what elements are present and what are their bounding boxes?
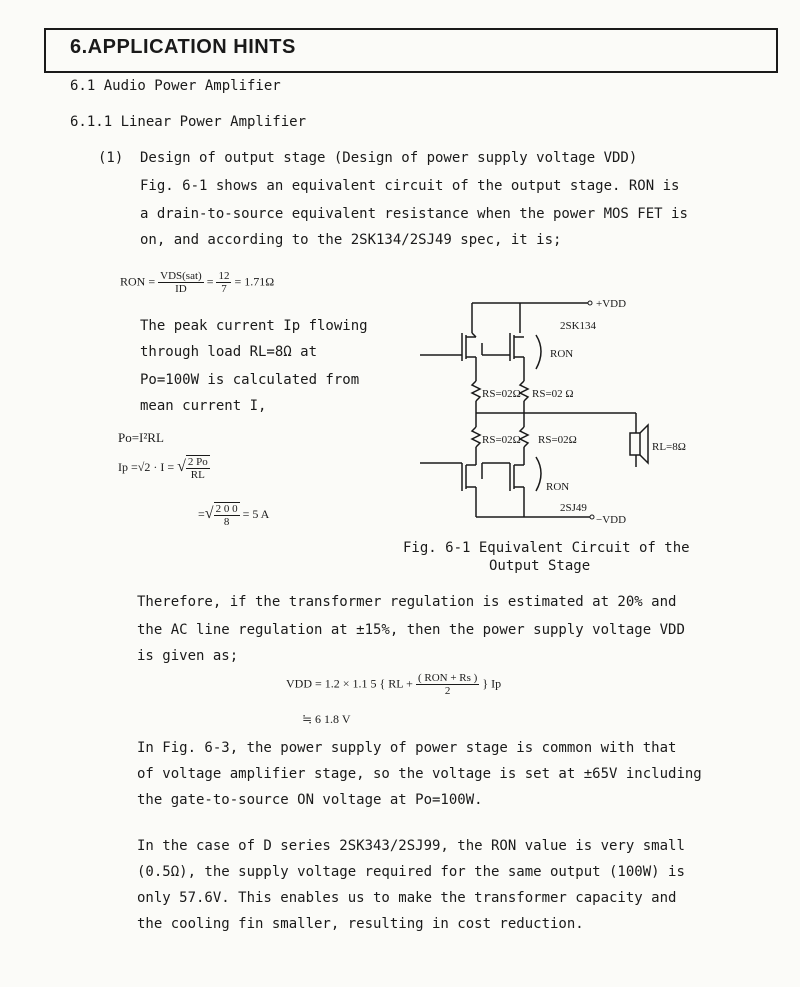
- ron-equation: RON = $\frac{\text{VDS(sat)}}{ID}$ = $\frac{12}{7}$ = 1.71Ω: [120, 270, 275, 295]
- vss-label: −VDD: [596, 514, 627, 526]
- power-eq-line-2: Ip =√2 · I = √ $\frac{2 Po}{RL}$: [118, 456, 208, 481]
- vdd-eq-tail: } Ip: [482, 676, 502, 691]
- para2-line-2: the AC line regulation at ±15%, then the power supply voltage VDD: [137, 622, 685, 638]
- ron-fraction-2: [216, 270, 231, 295]
- eq-sign: =: [148, 274, 156, 289]
- ron-numerator-2: 12: [218, 270, 230, 282]
- item-line-2: Fig. 6-1 shows an equivalent circuit of the output stage. RON is: [140, 178, 680, 194]
- peak-line-1: The peak current Ip flowing: [140, 318, 368, 334]
- item-marker: (1): [98, 150, 124, 166]
- circuit-diagram: [400, 285, 720, 535]
- para3-line-1: In Fig. 6-3, the power supply of power stage is common with that: [137, 740, 677, 756]
- q-bottom-label: 2SJ49: [560, 502, 587, 514]
- vdd-equation: [286, 672, 501, 697]
- ron-denominator: ID: [175, 283, 187, 295]
- power-eq-line-1: Po=I²RL: [118, 430, 164, 445]
- q-top-label: 2SK134: [560, 320, 597, 332]
- ron-bottom-label: RON: [546, 481, 570, 493]
- para2-line-3: is given as;: [137, 648, 239, 664]
- item-line-4: on, and according to the 2SK134/2SJ49 spec, it is;: [140, 232, 562, 248]
- para4-line-3: only 57.6V. This enables us to make the transformer capacity and: [137, 890, 677, 906]
- peak-line-3: Po=100W is calculated from: [140, 372, 360, 388]
- figure-caption-1: Fig. 6-1 Equivalent Circuit of the: [403, 540, 690, 556]
- figure-caption-2: Output Stage: [489, 558, 591, 574]
- ip-fraction: [186, 455, 210, 481]
- para2-line-1: Therefore, if the transformer regulation is estimated at 20% and: [137, 594, 677, 610]
- para3-line-3: the gate-to-source ON voltage at Po=100W.: [137, 792, 483, 808]
- result-denominator: 8: [223, 516, 230, 528]
- vdd-numerator: ( RON + Rs ): [417, 672, 478, 684]
- rs-label-4: RS=02Ω: [538, 434, 577, 446]
- rs-label-3: RS=02Ω: [482, 434, 521, 446]
- vdd-denominator: 2: [444, 685, 451, 697]
- para4-line-4: the cooling fin smaller, resulting in cost reduction.: [137, 916, 584, 932]
- peak-line-2: through load RL=8Ω at: [140, 344, 318, 360]
- result-numerator: 2 0 0: [215, 503, 238, 515]
- eq-sign-2: =: [206, 274, 214, 289]
- power-eq-line-3: =√ $\frac{2 0 0}{8}$ = 5 A: [198, 503, 270, 528]
- ip-lhs: Ip =√2 · I =: [118, 459, 175, 474]
- section-6-1-1: 6.1.1 Linear Power Amplifier: [70, 114, 307, 130]
- ip-denominator: RL: [190, 469, 205, 481]
- rs-label-1: RS=02Ω: [482, 388, 521, 400]
- ron-fraction: [158, 270, 204, 295]
- item-line-1: Design of output stage (Design of power supply voltage VDD): [140, 150, 638, 166]
- peak-line-4: mean current I,: [140, 398, 267, 414]
- section-6-1: 6.1 Audio Power Amplifier: [70, 78, 281, 94]
- vdd-approx: ≒ 6 1.8 V: [302, 712, 351, 726]
- ron-result: 1.71Ω: [244, 274, 275, 289]
- rl-label: RL=8Ω: [652, 441, 686, 453]
- rs-label-2: RS=02 Ω: [532, 388, 574, 400]
- vdd-eq-lhs: VDD = 1.2 × 1.1 5 { RL +: [286, 676, 413, 691]
- ron-numerator: VDS(sat): [160, 270, 202, 282]
- result-value: = 5 A: [242, 506, 270, 521]
- para4-line-1: In the case of D series 2SK343/2SJ99, the RON value is very small: [137, 838, 685, 854]
- ron-lhs: RON: [120, 274, 146, 289]
- para3-line-2: of voltage amplifier stage, so the voltage is set at ±65V including: [137, 766, 702, 782]
- ip-numerator: 2 Po: [187, 456, 208, 468]
- item-line-3: a drain-to-source equivalent resistance when the power MOS FET is: [140, 206, 688, 222]
- vdd-fraction: [416, 672, 479, 697]
- page-title: 6.APPLICATION HINTS: [70, 36, 296, 58]
- vdd-label: +VDD: [596, 298, 627, 310]
- result-fraction: [214, 502, 240, 528]
- para4-line-2: (0.5Ω), the supply voltage required for the same output (100W) is: [137, 864, 685, 880]
- ron-top-label: RON: [550, 348, 574, 360]
- ron-denominator-2: 7: [221, 283, 227, 295]
